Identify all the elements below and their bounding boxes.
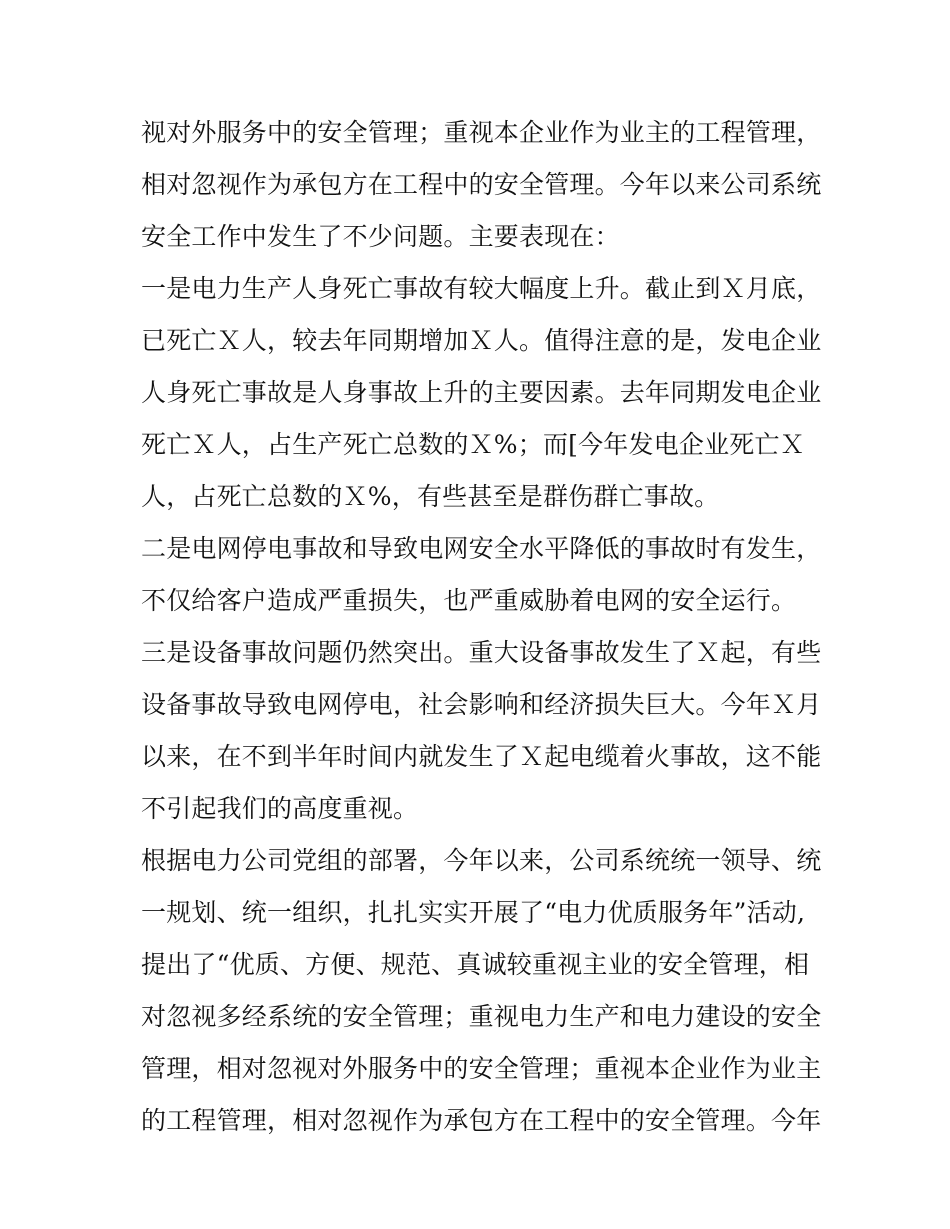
body-text <box>141 107 821 1147</box>
text-line: 对忽视多经系统的安全管理；重视电力生产和电力建设的安全 <box>141 1002 822 1031</box>
text-line: 不引起我们的高度重视。 <box>141 794 419 823</box>
text-line: 人身死亡事故是人身事故上升的主要因素。去年同期发电企业 <box>141 378 822 407</box>
text-line: 三是设备事故问题仍然突出。重大设备事故发生了Ｘ起，有些 <box>141 638 822 667</box>
text-line: 一规划、统一组织，扎扎实实开展了“电力优质服务年”活动, <box>141 898 806 927</box>
text-line: 视对外服务中的安全管理；重视本企业作为业主的工程管理， <box>141 118 822 147</box>
text-line: 人，占死亡总数的Ｘ%，有些甚至是群伤群亡事故。 <box>141 482 720 511</box>
text-line: 根据电力公司党组的部署，今年以来，公司系统统一领导、统 <box>141 846 822 875</box>
text-line: 已死亡Ｘ人，较去年同期增加Ｘ人。值得注意的是，发电企业 <box>141 326 822 355</box>
text-line: 设备事故导致电网停电，社会影响和经济损失巨大。今年Ｘ月 <box>141 690 822 719</box>
text-line: 管理，相对忽视对外服务中的安全管理；重视本企业作为业主 <box>141 1054 822 1083</box>
text-line: 的工程管理，相对忽视作为承包方在工程中的安全管理。今年 <box>141 1106 822 1135</box>
text-line: 死亡Ｘ人，占生产死亡总数的Ｘ%；而[今年发电企业死亡Ｘ <box>141 430 805 459</box>
text-line: 不仅给客户造成严重损失，也严重威胁着电网的安全运行。 <box>141 586 797 615</box>
text-line: 提出了“优质、方便、规范、真诚较重视主业的安全管理，相 <box>141 950 810 979</box>
text-line: 以来，在不到半年时间内就发生了Ｘ起电缆着火事故，这不能 <box>141 742 822 771</box>
text-line: 安全工作中发生了不少问题。主要表现在： <box>141 222 620 251</box>
text-line: 二是电网停电事故和导致电网安全水平降低的事故时有发生， <box>141 534 822 563</box>
text-line: 相对忽视作为承包方在工程中的安全管理。今年以来公司系统 <box>141 170 822 199</box>
text-line: 一是电力生产人身死亡事故有较大幅度上升。截止到Ｘ月底， <box>141 274 822 303</box>
